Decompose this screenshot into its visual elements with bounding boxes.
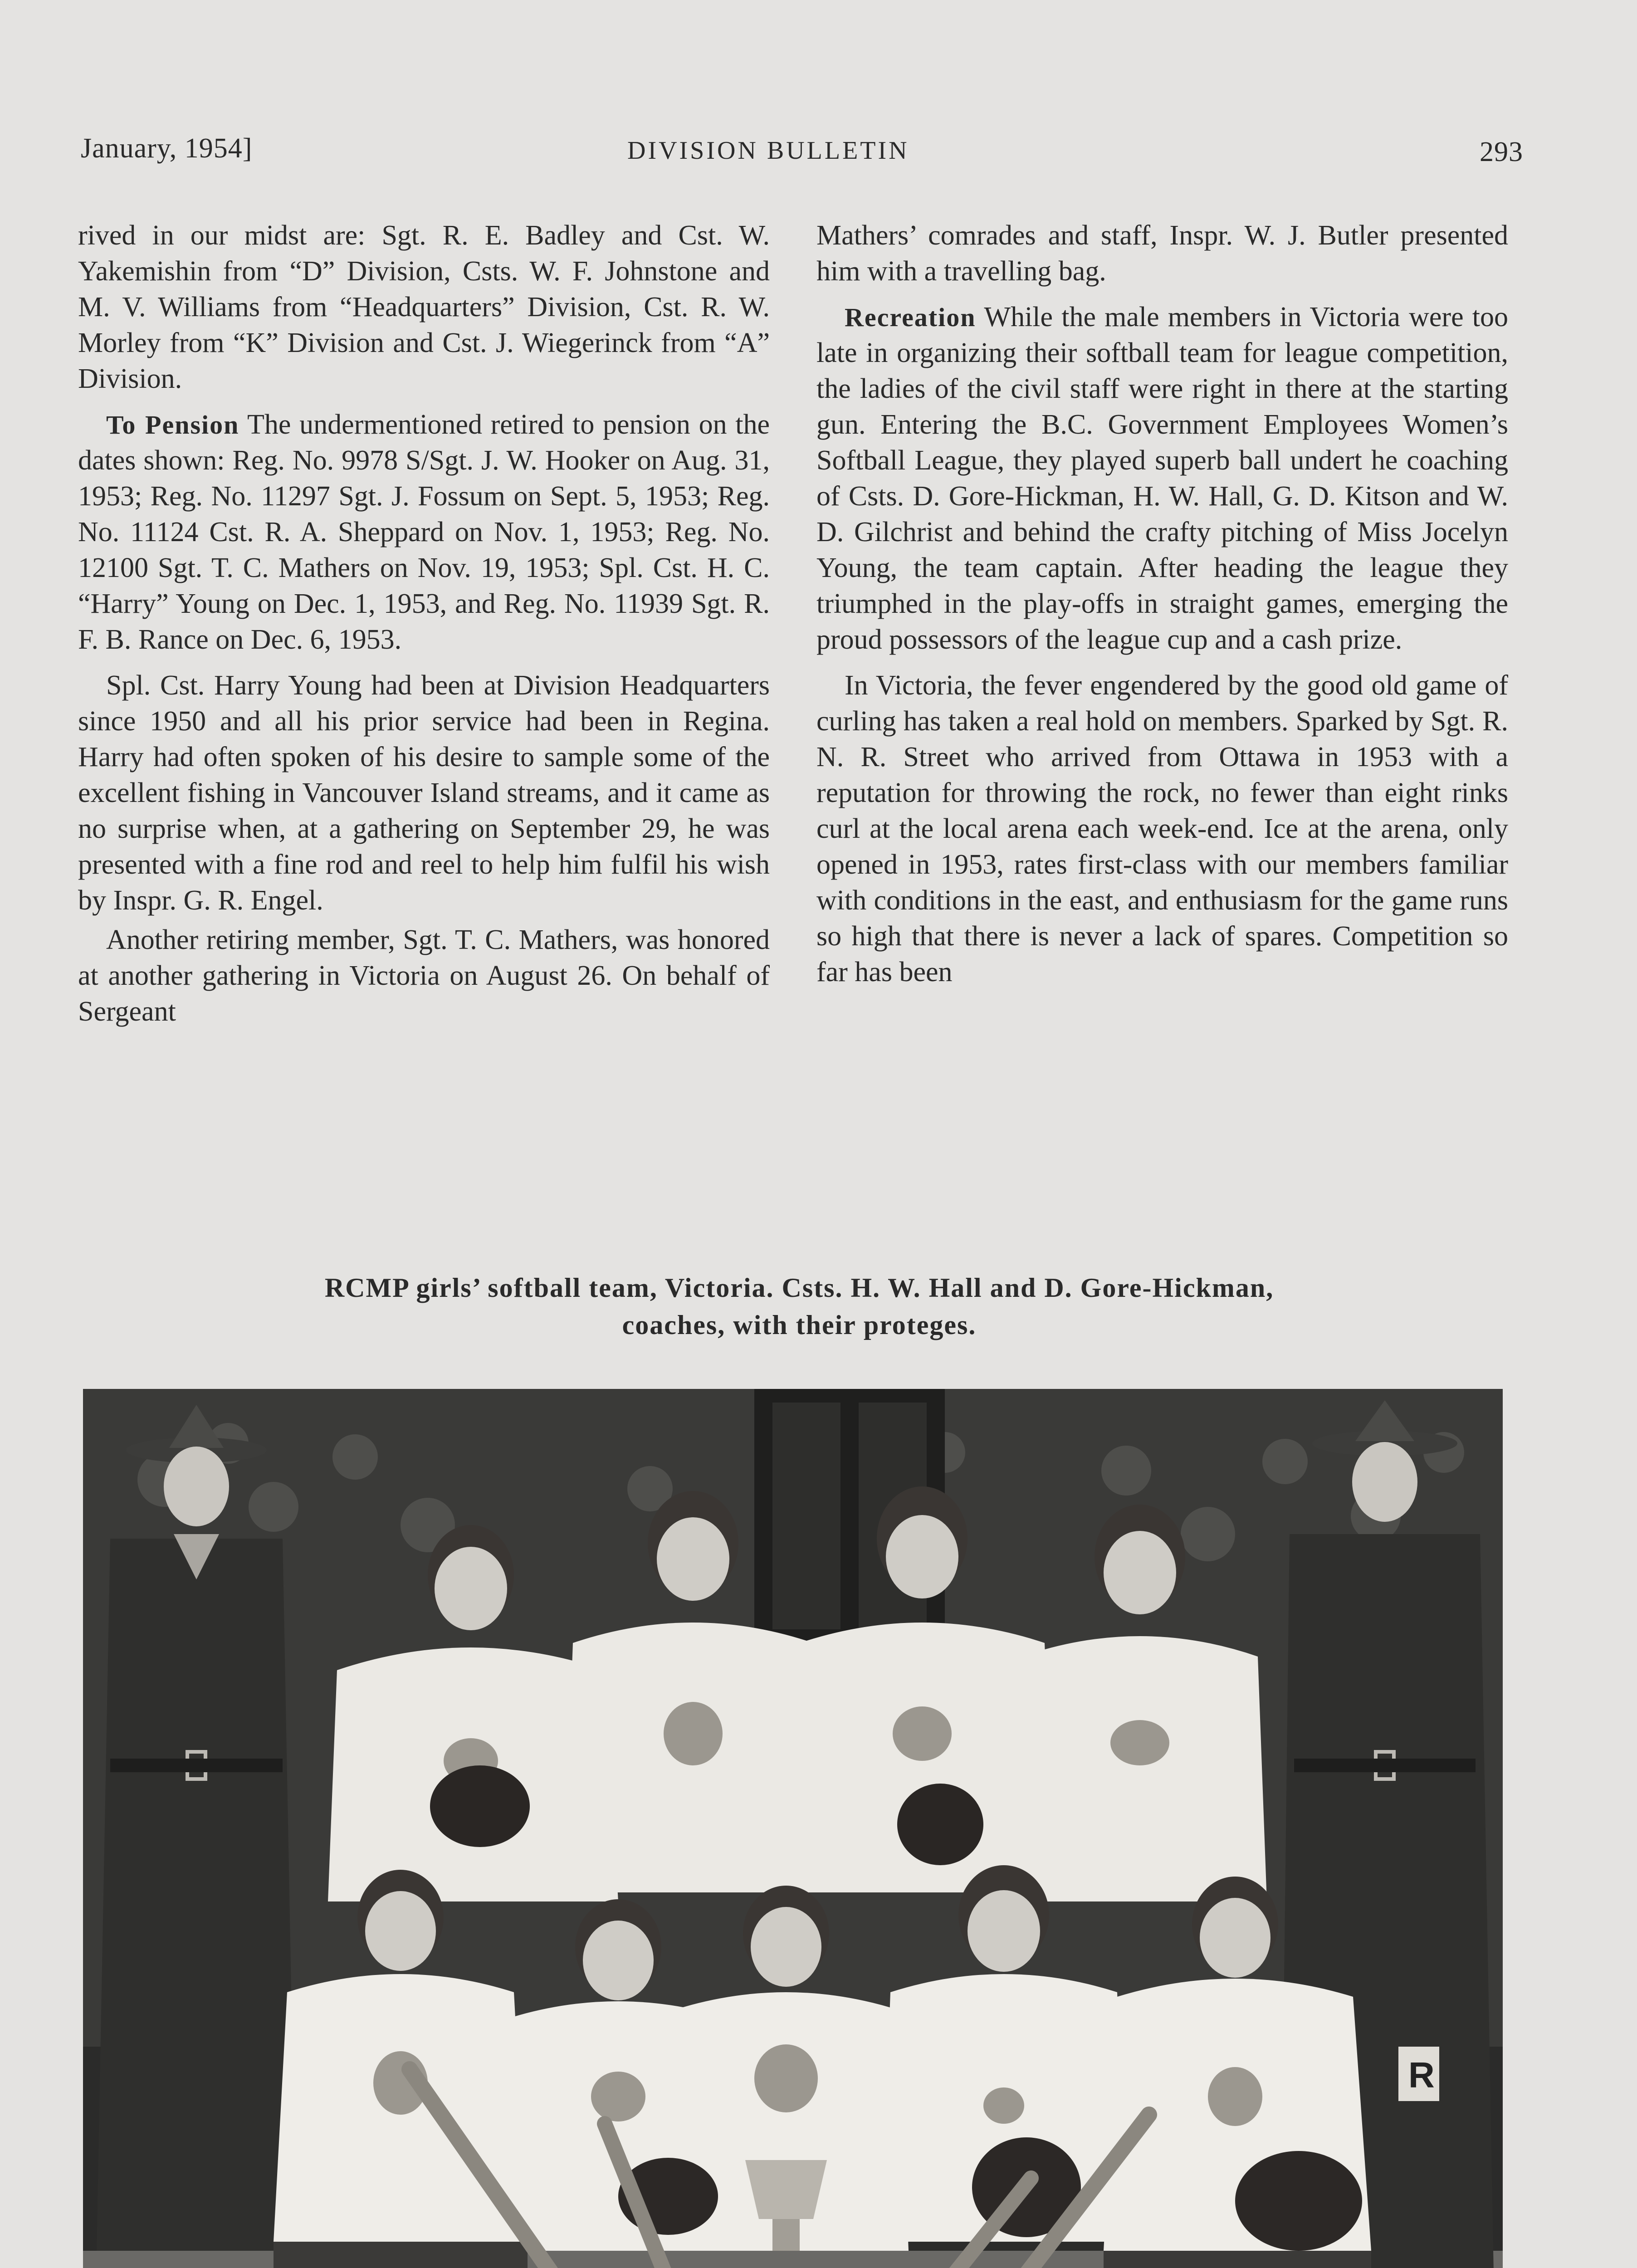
- recreation-heading: Recreation: [845, 303, 976, 332]
- recreation-body: While the male members in Victoria were too late in organizing their softball team for league competition, the ladies of the civil staff were right in there at the starting gun. Entering the B.C. Government Employees Women’s Softball League, they played superb ball undert he coaching of Csts. D. Gore-Hickman, H. W. Hall, G. D. Kitson and W. D. Gilchrist and behind the crafty pitching of Miss Jocelyn Young, the team captain. After heading the league they triumphed in the play-offs in straight games, emerging the proud possessors of the league cup and a cash prize.: [816, 302, 1508, 655]
- photo-caption: [78, 1269, 1520, 1344]
- running-header: [81, 132, 1523, 173]
- sign-letter: R: [1408, 2055, 1435, 2095]
- left-paragraph-arrivals: rived in our midst are: Sgt. R. E. Badley and Cst. W. Yakemishin from “D” Division, Csts. W. F. Johnstone and M. V. Williams from “Headquarters” Division, Cst. R. W. Morley from “K” Division and Cst. J. Wiegerinck from “A” Division.: [78, 220, 770, 394]
- right-paragraph-mathers-cont: Mathers’ comrades and staff, Inspr. W. J. Butler presented him with a travelling bag.: [816, 220, 1508, 287]
- front-row-players: [274, 1865, 1371, 2251]
- caption-line-2: coaches, with their proteges.: [622, 1310, 977, 1340]
- right-column: [816, 218, 1508, 990]
- pension-heading: To Pension: [106, 410, 239, 440]
- team-photograph-illustration: [83, 1389, 1503, 2268]
- left-paragraph-pension: [78, 407, 770, 658]
- left-paragraph-young: Spl. Cst. Harry Young had been at Division Headquarters since 1950 and all his prior service had been in Regina. Harry had often spoken of his desire to sample some of the excellent fishing in Vancouver Island streams, and it came as no surprise when, at a gathering on September 29, he was presented with a fine rod and reel to help him fulfil his wish by Inspr. G. R. Engel.: [78, 670, 770, 916]
- pension-body: The undermentioned retired to pension on the dates shown: Reg. No. 9978 S/Sgt. J. W. Hooker on Aug. 31, 1953; Reg. No. 11297 Sgt. J. Fossum on Sept. 5, 1953; Reg. No. 11124 Cst. R. A. Sheppard on Nov. 1, 1953; Reg. No. 12100 Sgt. T. C. Mathers on Nov. 19, 1953; Spl. Cst. H. C. “Harry” Young on Dec. 1, 1953, and Reg. No. 11939 Sgt. R. F. B. Rance on Dec. 6, 1953.: [78, 409, 770, 655]
- caption-line-1: RCMP girls’ softball team, Victoria. Csts. H. W. Hall and D. Gore-Hickman,: [324, 1273, 1274, 1303]
- header-date: January, 1954]: [81, 133, 253, 164]
- right-paragraph-curling: In Victoria, the fever engendered by the good old game of curling has taken a real hold on members. Sparked by Sgt. R. N. R. Street who arrived from Ottawa in 1953 with a reputation for throwing the rock, no fewer than eight rinks curl at the local arena each week-end. Ice at the arena, only opened in 1953, rates first-class with our members familiar with conditions in the east, and enthusiasm for the game runs so high that there is never a lack of spares. Competition so far has been: [816, 670, 1508, 987]
- right-paragraph-recreation: [816, 299, 1508, 658]
- header-title: DIVISION BULLETIN: [627, 137, 909, 165]
- left-paragraph-mathers: Another retiring member, Sgt. T. C. Mathers, was honored at another gathering in Victoria on August 26. On behalf of Sergeant: [78, 924, 770, 1027]
- team-photograph: [83, 1389, 1503, 2268]
- left-column: [78, 218, 770, 1030]
- page-number: 293: [1480, 137, 1523, 167]
